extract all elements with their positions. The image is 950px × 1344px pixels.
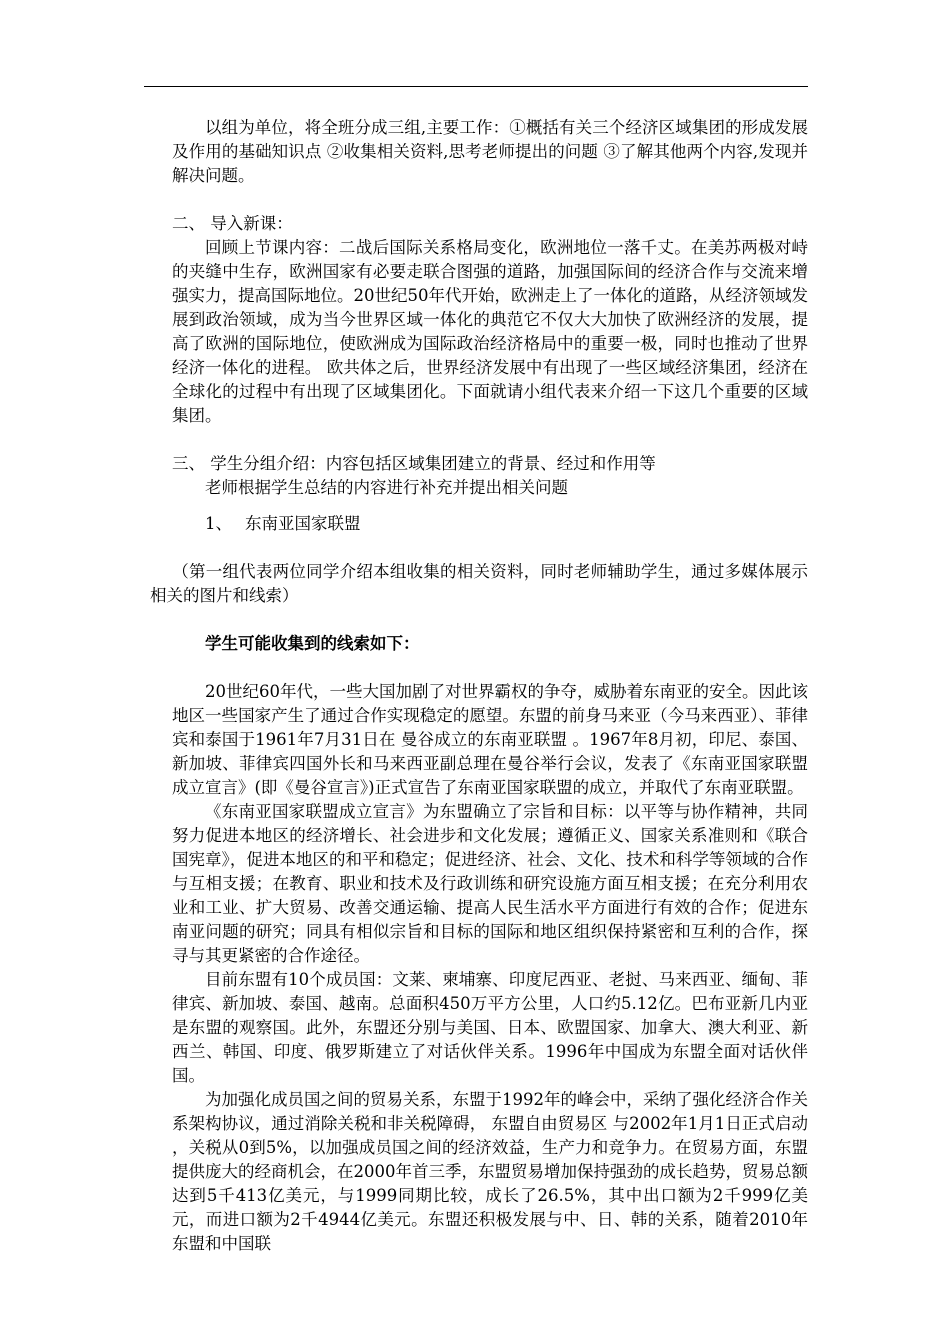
list-item-title: 东南亚国家联盟: [245, 514, 361, 533]
list-item-number: 1、: [205, 514, 232, 533]
paragraph-3: 目前东盟有10个成员国：文莱、柬埔寨、印度尼西亚、老挝、马来西亚、缅甸、菲律宾、新加坡、泰国、越南。总面积450万平方公里，人口约5.12亿。巴布亚新几内亚是东盟的观察国。此外，东盟还分别与美国、日本、欧盟国家、加拿大、澳大利亚、新西兰、韩国、印度、俄罗斯建立了对话伙伴关系。1996年中国成为东盟全面对话伙伴国。: [172, 970, 808, 1085]
clues-heading: 学生可能收集到的线索如下：: [205, 634, 420, 653]
paragraph-1: 20世纪60年代，一些大国加剧了对世界霸权的争夺，威胁着东南亚的安全。因此该地区一些国家产生了通过合作实现稳定的愿望。东盟的前身马来亚（今马来西亚）、菲律宾和泰国于1961年7月31日在 曼谷成立的东南亚联盟 。1967年8月初，印尼、泰国、新加坡、菲律宾四国外长和马来西亚副总理在曼谷举行会议，发表了《东南亚国家联盟成立宣言》(即《曼谷宣言》)正式宣告了东南亚国家联盟的成立，并取代了东南亚联盟。: [172, 682, 808, 797]
section-3-subline: 老师根据学生总结的内容进行补充并提出相关问题: [205, 478, 568, 497]
group-note: [150, 560, 808, 608]
section-2-body: 回顾上节课内容：二战后国际关系格局变化，欧洲地位一落千丈。在美苏两极对峙的夹缝中生存，欧洲国家有必要走联合图强的道路，加强国际间的经济合作与交流来增强实力，提高国际地位。20世纪50年代开始，欧洲走上了一体化的道路，从经济领域发展到政治领域，成为当今世界区域一体化的典范它不仅大大加快了欧洲经济的发展，提高了欧洲的国际地位，使欧洲成为国际政治经济格局中的重要一极，同时也推动了世界经济一体化的进程。 欧共体之后，世界经济发展中有出现了一些区域经济集团，经济在全球化的过程中有出现了区域集团化。下面就请小组代表来介绍一下这几个重要的区域集团。: [172, 238, 808, 425]
section-3-heading: 三、 学生分组介绍：内容包括区域集团建立的背景、经过和作用等: [172, 454, 656, 473]
header-rule: [144, 86, 808, 87]
group-note-text: （第一组代表两位同学介绍本组收集的相关资料，同时老师辅助学生，通过多媒体展示相关的图片和线索）: [150, 562, 808, 605]
section-2-heading: 二、 导入新课：: [172, 214, 293, 233]
intro-paragraph: 以组为单位，将全班分成三组,主要工作：①概括有关三个经济区域集团的形成发展及作用的基础知识点 ②收集相关资料,思考老师提出的问题 ③了解其他两个内容,发现并解决问题。: [172, 118, 808, 185]
paragraph-4: 为加强化成员国之间的贸易关系，东盟于1992年的峰会中，采纳了强化经济合作关系架构协议，通过消除关税和非关税障碍， 东盟自由贸易区 与2002年1月1日正式启动 ，关税从0到5%，以加强成员国之间的经济效益，生产力和竞争力。在贸易方面，东盟提供庞大的经商机会，在2000年首三季，东盟贸易增加保持强劲的成长趋势，贸易总额达到5千413亿美元，与1999同期比较，成长了26.5%，其中出口额为2千999亿美元，而进口额为2千4944亿美元。东盟还积极发展与中、日、韩的关系，随着2010年东盟和中国联: [172, 1090, 808, 1253]
paragraph-2: 《东南亚国家联盟成立宣言》为东盟确立了宗旨和目标：以平等与协作精神，共同努力促进本地区的经济增长、社会进步和文化发展；遵循正义、国家关系准则和《联合国宪章》，促进本地区的和平和稳定；促进经济、社会、文化、技术和科学等领域的合作与互相支援；在教育、职业和技术及行政训练和研究设施方面互相支援；在充分利用农业和工业、扩大贸易、改善交通运输、提高人民生活水平方面进行有效的合作；促进东南亚问题的研究；同具有相似宗旨和目标的国际和地区组织保持紧密和互利的合作，探寻与其更紧密的合作途径。: [172, 802, 808, 965]
list-item-1: [172, 512, 808, 536]
document-body: [150, 116, 808, 1256]
